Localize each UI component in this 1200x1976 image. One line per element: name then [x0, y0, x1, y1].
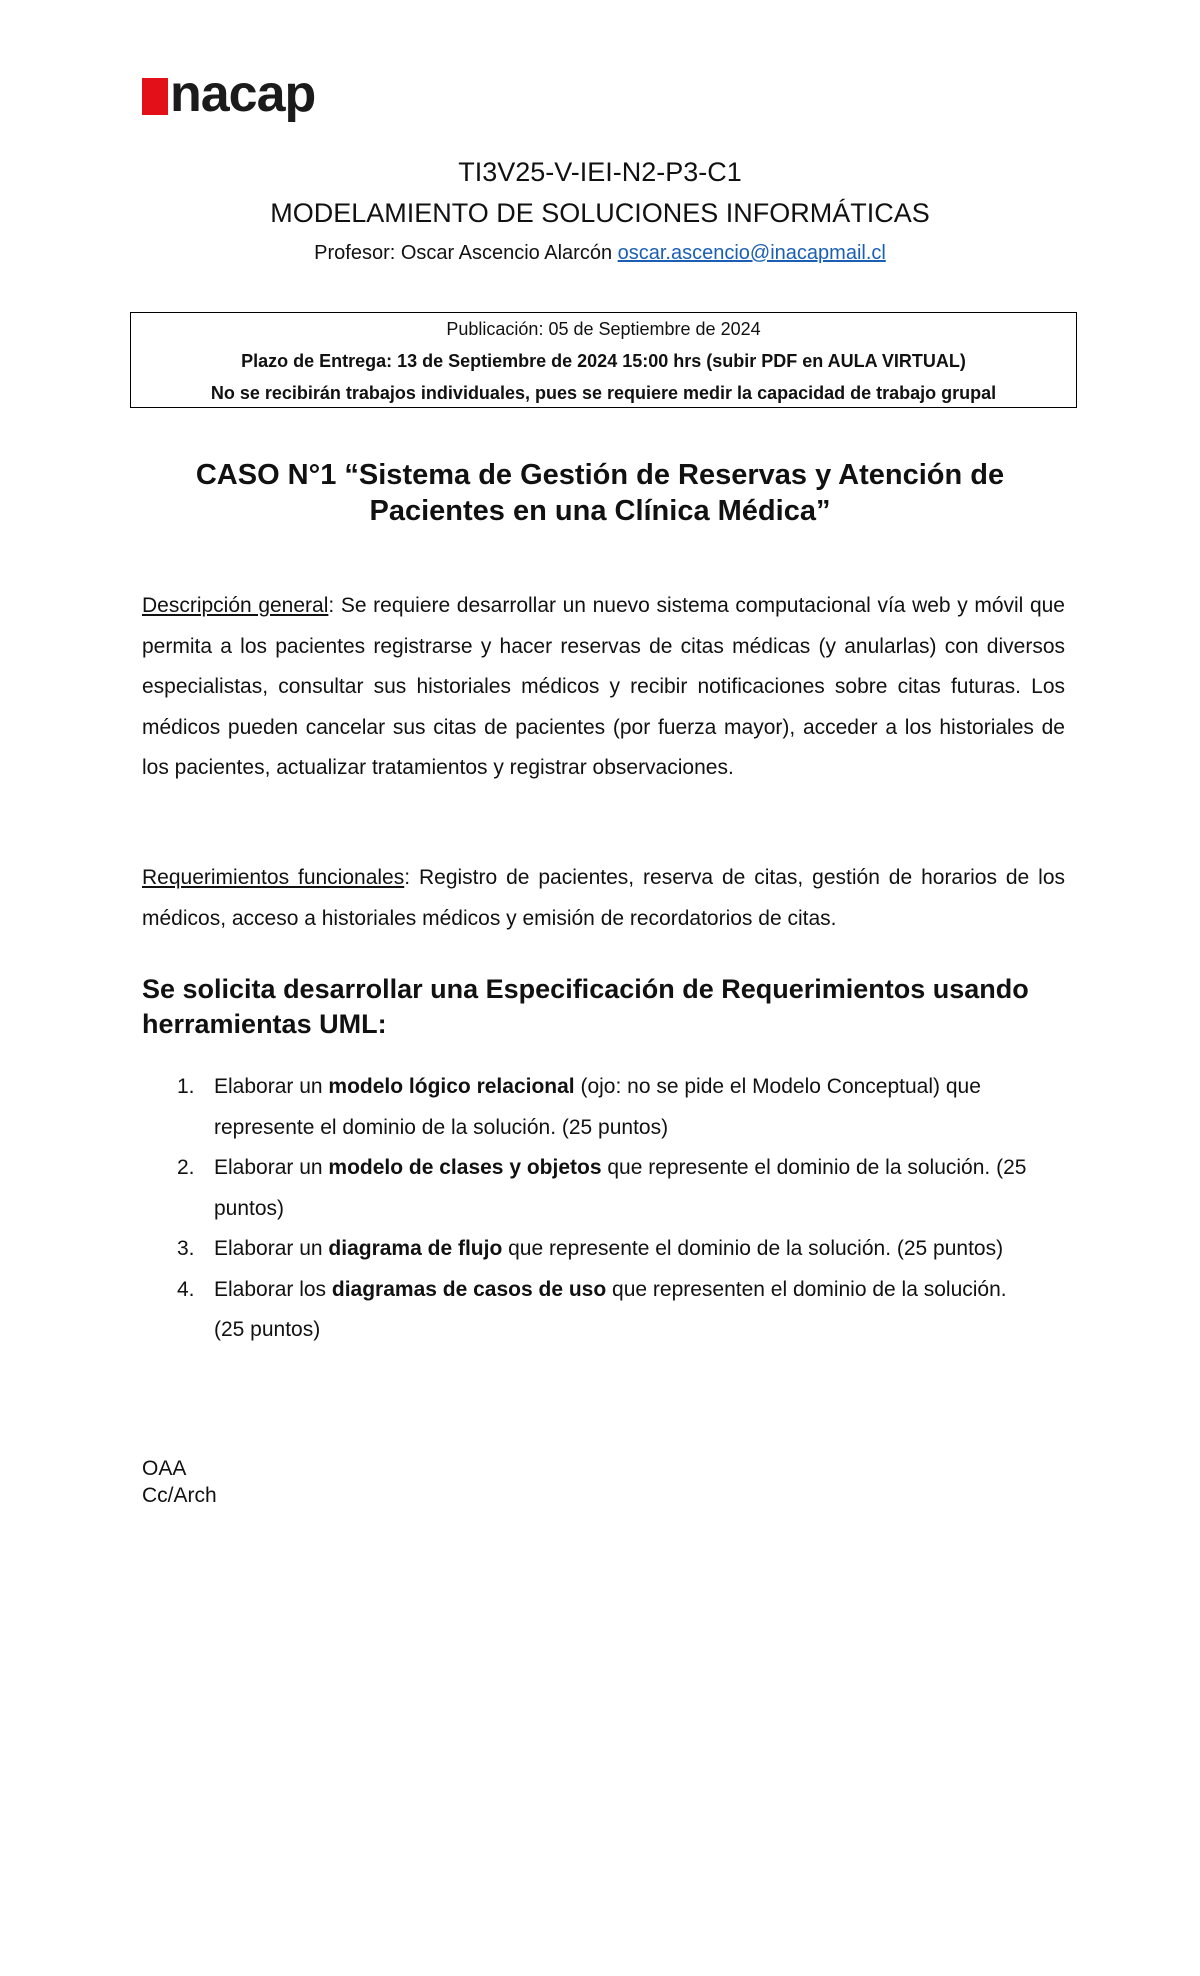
- requirements-label: Requerimientos funcionales: [142, 866, 405, 889]
- group-work-notice: No se recibirán trabajos individuales, pues se requiere medir la capacidad de trabajo grupal: [210, 383, 997, 403]
- task-list: [142, 1067, 1042, 1351]
- list-item: 1. Elaborar un modelo lógico relacional (ojo: no se pide el Modelo Conceptual) que represente el dominio de la solución. (25 puntos): [177, 1075, 981, 1139]
- info-box: [130, 312, 1077, 408]
- list-item: 3. Elaborar un diagrama de flujo que represente el dominio de la solución. (25 puntos): [177, 1237, 1004, 1260]
- professor-label: Profesor: Oscar Ascencio Alarcón: [314, 242, 618, 264]
- case-title-line1: CASO N°1 “Sistema de Gestión de Reservas y Atención de: [195, 459, 1005, 491]
- requirements-paragraph: [142, 858, 1065, 939]
- logo-mark-icon: [142, 78, 168, 115]
- inacap-logo: [142, 65, 316, 123]
- publication-date: Publicación: 05 de Septiembre de 2024: [446, 319, 761, 339]
- request-title: Se solicita desarrollar una Especificación de Requerimientos usando herramientas UML:: [142, 974, 1029, 1039]
- signature-block: [142, 1455, 217, 1509]
- professor-line: [0, 242, 1200, 265]
- signature-cc: Cc/Arch: [142, 1484, 217, 1507]
- professor-email-link[interactable]: oscar.ascencio@inacapmail.cl: [617, 242, 886, 264]
- description-paragraph: [142, 586, 1065, 789]
- description-text: : Se requiere desarrollar un nuevo sistema computacional vía web y móvil que permita a los pacientes registrarse y hacer reservas de citas médicas (y anularlas) con diversos especialistas, consultar sus historiales médicos y recibir notificaciones sobre citas futuras. Los médicos pueden cancelar sus citas de pacientes (por fuerza mayor), acceder a los historiales de los pacientes, actualizar tratamientos y registrar observaciones.: [142, 594, 1065, 779]
- list-item: 4. Elaborar los diagramas de casos de uso que representen el dominio de la solución. (25 puntos): [177, 1277, 1007, 1341]
- course-code: TI3V25-V-IEI-N2-P3-C1: [458, 157, 742, 187]
- case-title-line2: Pacientes en una Clínica Médica”: [369, 495, 831, 527]
- signature-initials: OAA: [142, 1457, 187, 1480]
- list-item: 2. Elaborar un modelo de clases y objetos que represente el dominio de la solución. (25 puntos): [177, 1156, 1027, 1220]
- description-label: Descripción general: [142, 594, 329, 617]
- deadline: Plazo de Entrega: 13 de Septiembre de 2024 15:00 hrs (subir PDF en AULA VIRTUAL): [241, 351, 966, 371]
- logo-text: nacap: [170, 65, 316, 123]
- requirements-text: : Registro de pacientes, reserva de citas, gestión de horarios de los médicos, acceso a historiales médicos y emisión de recordatorios de citas.: [142, 866, 1065, 930]
- course-name: MODELAMIENTO DE SOLUCIONES INFORMÁTICAS: [270, 198, 930, 228]
- case-title: [0, 457, 1200, 529]
